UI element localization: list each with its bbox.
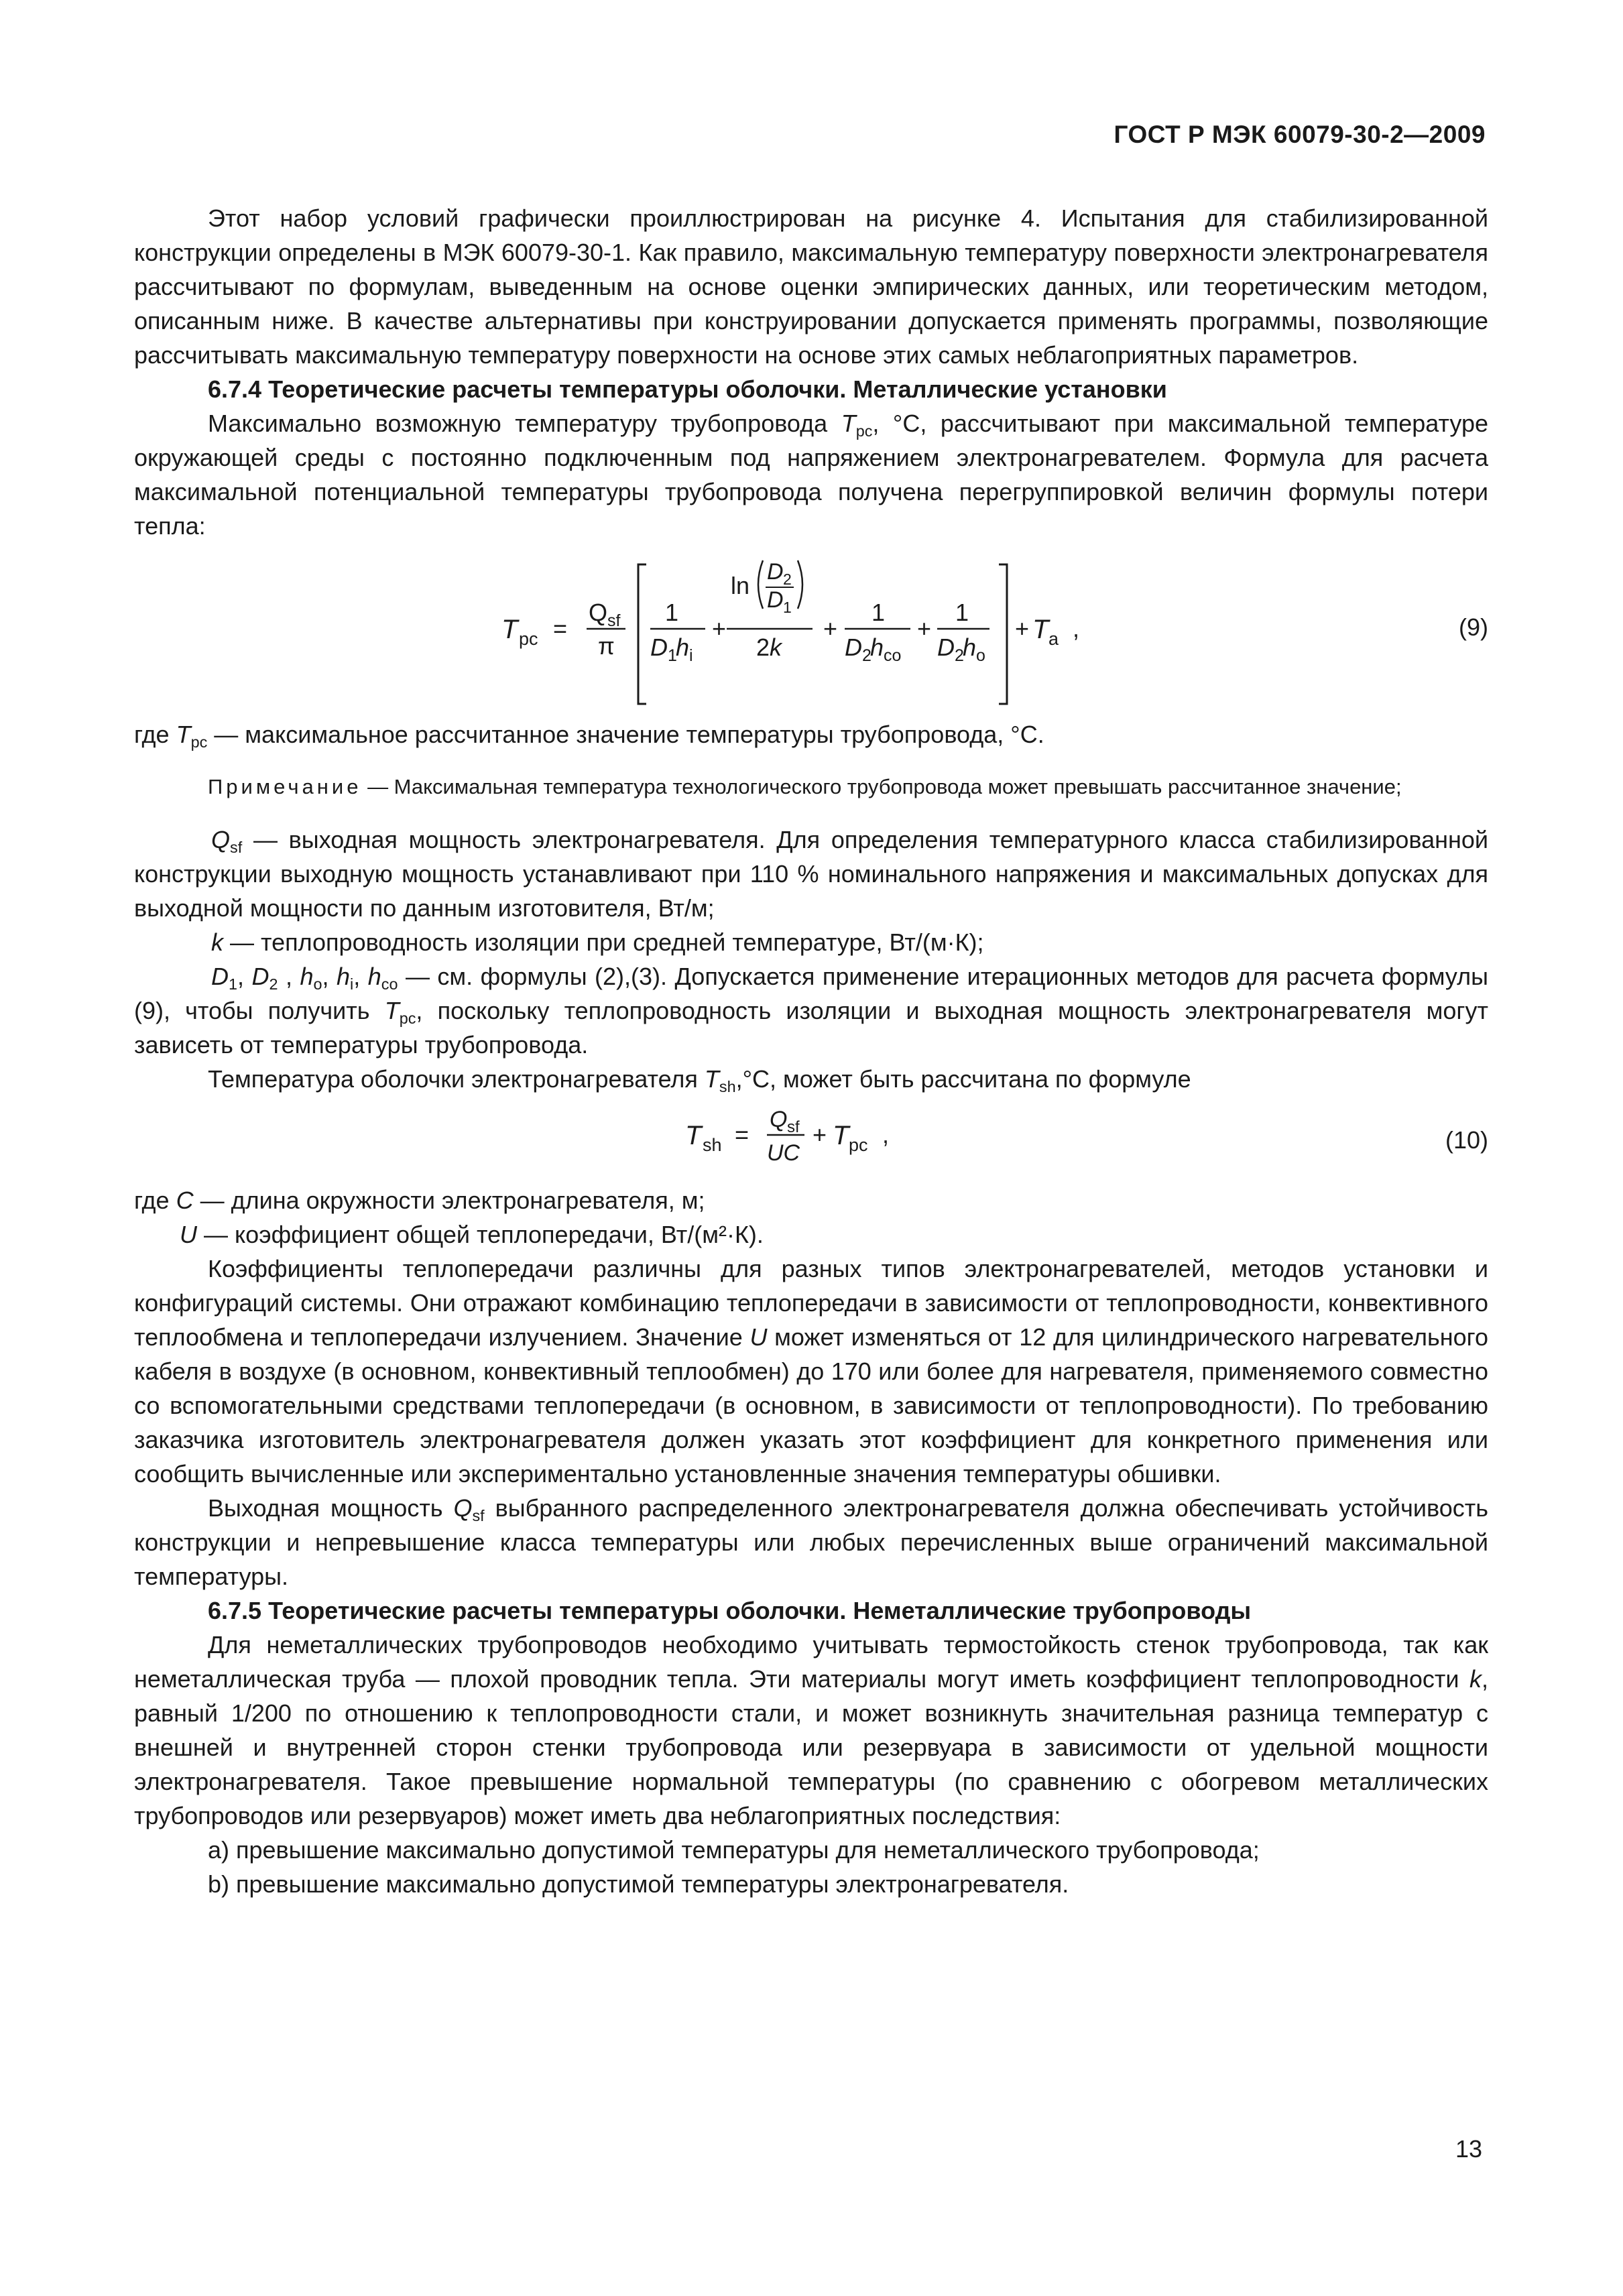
page-number: 13 — [1455, 2135, 1482, 2163]
svg-text:a: a — [1048, 629, 1059, 649]
svg-text:o: o — [976, 646, 985, 665]
svg-text:pc: pc — [849, 1135, 868, 1155]
svg-text:2: 2 — [783, 570, 792, 588]
note-paragraph: Примечание — Максимальная температура технологического трубопровода может превышать рассчитанное значение; — [208, 775, 1402, 798]
svg-text:ln: ln — [731, 572, 750, 599]
tpc-definition: где $T_{pc}$ — максимальное рассчитанное значение температуры трубопровода, °С. — [134, 721, 1044, 751]
power-paragraph: Выходная мощность $Q_{sf}$ выбранного распределенного электронагревателя должна обеспечивать устойчивость конструкции и непревышение класса температуры или любых перечисленных выше ограничений максимальной температуры. — [134, 1494, 1488, 1590]
svg-text:h: h — [676, 633, 690, 661]
svg-text:1: 1 — [955, 599, 969, 626]
equation-9 — [134, 543, 1488, 717]
qsf-definition: $Q_{sf}$ — выходная мощность электронагревателя. Для определения температурного класса стабилизированной конструкции выходную мощность устанавливают при 110 % номинального напряжения и максимальных допусках для выходной мощности по данным изготовителя, Вт/м; — [134, 826, 1488, 922]
svg-text:1: 1 — [871, 599, 886, 626]
svg-text:2: 2 — [862, 646, 871, 665]
equation-9-graphic — [134, 543, 1488, 717]
svg-text:+: + — [917, 615, 932, 642]
d-h-definition: $D_1$, $D_2$ , $h_o$, $h_i$, $h_{co}$ — см. формулы (2),(3). Допускается применение итерационных методов для расчета формулы (9), чтобы получить $T_{pc}$, поскольку теплопроводность изоляции и выходная мощность электронагревателя могут зависеть от температуры трубопровода. — [134, 963, 1488, 1059]
intro-paragraph: Этот набор условий графически проиллюстрирован на рисунке 4. Испытания для стабилизированной конструкции определены в МЭК 60079-30-1. Как правило, максимальную температуру поверхности электронагревателя рассчитывают по формулам, выведенным на основе оценки эмпирических данных, или теоретическим методом, описанным ниже. В качестве альтернативы при конструировании допускается применять программы, позволяющие рассчитывать максимальную температуру поверхности на основе этих самых неблагоприятных параметров. — [134, 204, 1488, 369]
svg-text:,: , — [882, 1121, 890, 1148]
svg-text:D: D — [767, 559, 784, 585]
svg-text:T: T — [501, 615, 518, 644]
svg-text:D: D — [937, 633, 955, 661]
svg-text:1: 1 — [668, 646, 677, 665]
svg-text:i: i — [689, 646, 693, 665]
svg-text:1: 1 — [783, 599, 792, 616]
svg-text:π: π — [598, 632, 615, 660]
svg-text:D: D — [650, 633, 668, 661]
svg-text:k: k — [770, 633, 782, 661]
coefficients-paragraph: Коэффициенты теплопередачи различны для разных типов электронагревателей, методов установки и конфигураций системы. Они отражают комбинацию теплопередачи в зависимости от теплопроводности, конвективного теплообмена и теплопередачи излучением. Значение U может изменяться от 12 для цилиндрического нагревательного кабеля в воздухе (в основном, конвективный теплообмен) до 170 или более для нагревателя, применяемого совместно со вспомогательными средствами теплопередачи (в основном, в зависимости от теплопроводности). По требованию заказчика изготовитель электронагревателя должен указать этот коэффициент для конкретного применения или сообщить вычисленные или экспериментально установленные значения температуры обшивки. — [134, 1255, 1488, 1488]
equation-10-graphic — [134, 1096, 1488, 1183]
svg-text:+: + — [712, 615, 727, 642]
svg-text:T: T — [685, 1121, 702, 1150]
svg-text:+: + — [823, 615, 838, 642]
section-6-7-4-paragraph: Максимально возможную температуру трубопровода $T_{pc}$, °С, рассчитывают при максимальной температуре окружающей среды с постоянно подключенным под напряжением электронагревателем. Формула для расчета максимальной потенциальной температуры трубопровода получена перегруппировкой величин формулы потери тепла: — [134, 410, 1488, 540]
svg-text:Q: Q — [770, 1107, 788, 1132]
list-item-b: b) превышение максимально допустимой температуры электронагревателя. — [208, 1870, 1069, 1898]
svg-text:D: D — [767, 587, 784, 613]
c-definition: где C — длина окружности электронагревателя, м; — [134, 1187, 705, 1214]
tsh-intro: Температура оболочки электронагревателя $T_{sh},^\circ С$, может быть рассчитана по формуле — [208, 1065, 1191, 1096]
document-body — [134, 201, 1488, 1901]
svg-text:+: + — [1015, 615, 1030, 642]
svg-text:UC: UC — [767, 1140, 800, 1166]
section-6-7-5-paragraph: Для неметаллических трубопроводов необходимо учитывать термостойкость стенок трубопровода, так как неметаллическая труба — плохой проводник тепла. Эти материалы могут иметь коэффициент теплопроводности k, равный 1/200 по отношению к теплопроводности стали, и может возникнуть значительная разница температур с внешней и внутренней сторон стенки трубопровода или резервуара в зависимости от удельной мощности электронагревателя. Такое превышение нормальной температуры (по сравнению с обогревом металлических трубопроводов или резервуаров) может иметь два неблагоприятных последствия: — [134, 1631, 1488, 1829]
svg-text:h: h — [870, 633, 884, 661]
svg-text:h: h — [963, 633, 977, 661]
svg-text:=: = — [735, 1121, 749, 1148]
note-label: Примечание — [208, 775, 362, 798]
svg-text:T: T — [833, 1121, 849, 1150]
svg-text:sh: sh — [703, 1135, 722, 1155]
svg-text:co: co — [884, 646, 902, 665]
svg-text:=: = — [553, 615, 568, 642]
svg-text:2: 2 — [756, 633, 770, 661]
section-6-7-4-heading: 6.7.4 Теоретические расчеты температуры оболочки. Металлические установки — [208, 375, 1167, 403]
svg-text:,: , — [1073, 615, 1080, 642]
svg-text:sf: sf — [787, 1118, 800, 1136]
equation-9-number: (9) — [1459, 613, 1488, 641]
svg-text:D: D — [845, 633, 862, 661]
equation-10 — [134, 1096, 1488, 1183]
svg-text:+: + — [813, 1121, 827, 1148]
k-definition: k — теплопроводность изоляции при средней температуре, Вт/(м·К); — [211, 928, 984, 956]
svg-text:pc: pc — [519, 629, 538, 649]
u-definition: U — коэффициент общей теплопередачи, Вт/(м²·К). — [180, 1221, 764, 1248]
svg-text:T: T — [1032, 615, 1049, 644]
svg-text:Q: Q — [589, 599, 608, 626]
svg-text:sf: sf — [607, 611, 621, 630]
svg-text:1: 1 — [665, 599, 679, 626]
svg-text:2: 2 — [955, 646, 964, 665]
section-6-7-5-heading: 6.7.5 Теоретические расчеты температуры оболочки. Неметаллические трубопроводы — [208, 1597, 1252, 1624]
standard-header: ГОСТ Р МЭК 60079-30-2—2009 — [1114, 121, 1486, 148]
equation-10-number: (10) — [1445, 1126, 1488, 1154]
list-item-a: a) превышение максимально допустимой температуры для неметаллического трубопровода; — [208, 1836, 1260, 1864]
